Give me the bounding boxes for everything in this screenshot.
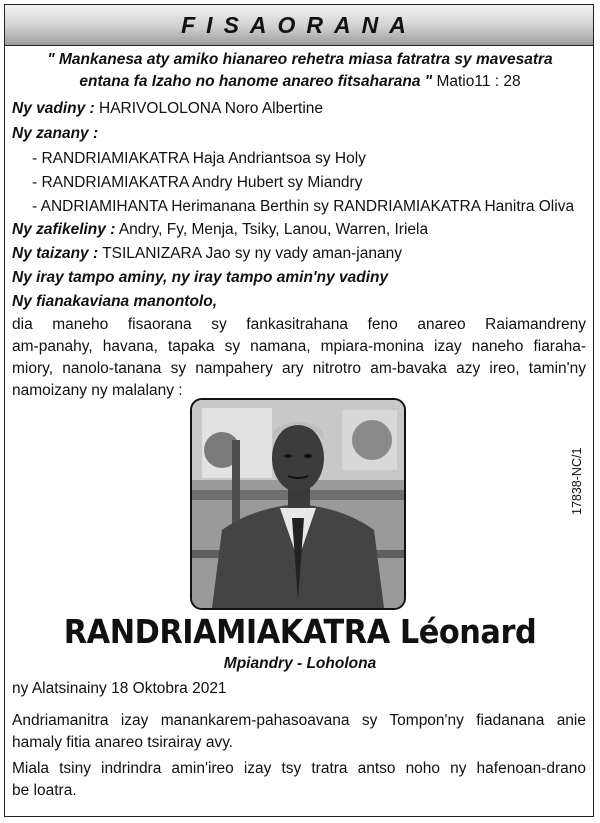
widow-label: Ny vadiny : bbox=[12, 100, 95, 117]
grandchildren-line bbox=[12, 219, 428, 241]
siblings-names: TSILANIZARA Jao sy ny vady aman-janany bbox=[102, 245, 402, 262]
deceased-title: Mpiandry - Loholona bbox=[223, 655, 377, 672]
paragraph-line: Miala tsiny indrindra amin'ireo izay tsy tratra antso noho ny hafenoan-drano bbox=[12, 760, 586, 777]
child-item: - RANDRIAMIAKATRA Haja Andriantsoa sy Holy bbox=[32, 150, 366, 167]
date-line: ny Alatsinainy 18 Oktobra 2021 bbox=[12, 680, 227, 697]
reference-code: 17838-NC/1 bbox=[570, 447, 584, 515]
thanks-paragraph bbox=[12, 314, 586, 402]
paragraph-line: hamaly fitia anareo tsirairay avy. bbox=[12, 734, 234, 751]
paragraph-line: namoizany ny malalany : bbox=[12, 382, 183, 399]
children-label-line bbox=[12, 123, 98, 145]
closing-paragraph-1 bbox=[12, 710, 586, 754]
widow-name: HARIVOLOLONA Noro Albertine bbox=[99, 100, 324, 117]
paragraph-line: miory, nanolo-tanana sy nampahery ary nitrotro am-bavaka azy ireo, tamin'ny bbox=[12, 360, 586, 377]
quote-reference: Matio11 : 28 bbox=[436, 73, 521, 90]
grandchildren-label: Ny zafikeliny : bbox=[12, 221, 116, 238]
siblings-label: Ny taizany : bbox=[12, 245, 99, 262]
notice-header bbox=[5, 5, 593, 46]
paragraph-line: dia maneho fisaorana sy fankasitrahana feno anareo Raiamandreny bbox=[12, 316, 586, 333]
deceased-photo bbox=[190, 398, 406, 610]
bible-quote bbox=[0, 49, 600, 93]
relatives-line: Ny iray tampo aminy, ny iray tampo amin'ny vadiny bbox=[12, 269, 389, 286]
portrait-illustration bbox=[192, 400, 404, 608]
child-item: - RANDRIAMIAKATRA Andry Hubert sy Miandry bbox=[32, 174, 363, 191]
paragraph-line: be loatra. bbox=[12, 782, 77, 799]
child-item: - ANDRIAMIHANTA Herimanana Berthin sy RANDRIAMIAKATRA Hanitra Oliva bbox=[32, 198, 575, 215]
quote-line-1: " Mankanesa aty amiko hianareo rehetra miasa fatratra sy mavesatra bbox=[47, 51, 553, 68]
closing-paragraph-2 bbox=[12, 758, 586, 802]
paragraph-line: am-panahy, havana, tapaka sy namana, mpiara-monina izay naneho fiaraha- bbox=[12, 338, 586, 355]
widow-line bbox=[12, 98, 323, 120]
paragraph-line: Andriamanitra izay manankarem-pahasoavana sy Tompon'ny fiadanana anie bbox=[12, 712, 586, 729]
deceased-name: RANDRIAMIAKATRA Léonard bbox=[63, 612, 537, 651]
notice-title: FISAORANA bbox=[181, 11, 417, 38]
quote-line-2 bbox=[0, 71, 600, 93]
siblings-line bbox=[12, 243, 402, 265]
children-label: Ny zanany : bbox=[12, 125, 99, 142]
grandchildren-names: Andry, Fy, Menja, Tsiky, Lanou, Warren, Iriela bbox=[118, 221, 429, 238]
extended-family-line: Ny fianakaviana manontolo, bbox=[12, 293, 217, 310]
quote-line-2-text: entana fa Izaho no hanome anareo fitsaharana " bbox=[79, 73, 433, 90]
